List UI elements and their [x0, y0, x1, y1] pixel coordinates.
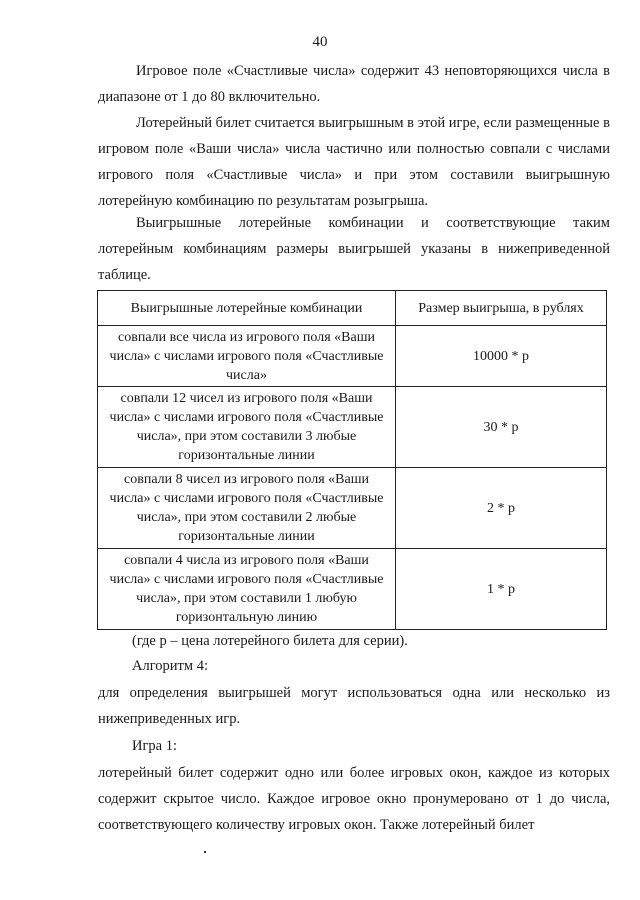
combination-cell: совпали 8 чисел из игрового поля «Ваши числа» с числами игрового поля «Счастливые числа», при этом составили 2 любые горизонтальные линии [98, 468, 396, 549]
table-header-row [98, 291, 607, 326]
prize-cell: 1 * р [396, 549, 607, 630]
paragraph-text: для определения выигрышей могут использоваться одна или несколько из нижеприведенных игр. [98, 685, 610, 727]
scan-speck [204, 851, 206, 853]
paragraph-text: Игровое поле «Счастливые числа» содержит 43 неповторяющихся числа в диапазоне от 1 до 80 включительно. [98, 63, 610, 105]
paragraph-game-description [98, 760, 610, 838]
combination-cell: совпали все числа из игрового поля «Ваши числа» с числами игрового поля «Счастливые числа» [98, 326, 396, 387]
page-number: 40 [312, 34, 328, 50]
table-row [98, 387, 607, 468]
algorithm-heading: Алгоритм 4: [132, 658, 208, 674]
price-note: (где р – цена лотерейного билета для серии). [132, 633, 408, 649]
table-row [98, 468, 607, 549]
combination-cell: совпали 4 числа из игрового поля «Ваши числа» с числами игрового поля «Счастливые числа», при этом составили 1 любую горизонтальную линию [98, 549, 396, 630]
paragraph-text: лотерейный билет содержит одно или более игровых окон, каждое из которых содержит скрытое число. Каждое игровое окно пронумеровано от 1 до числа, соответствующего количеству игровых окон. Также лотерейный билет [98, 765, 610, 833]
table-row [98, 326, 607, 387]
prize-cell: 10000 * р [396, 326, 607, 387]
prize-cell: 2 * р [396, 468, 607, 549]
prize-table [97, 290, 607, 630]
column-header-combination: Выигрышные лотерейные комбинации [98, 291, 396, 326]
column-header-prize: Размер выигрыша, в рублях [396, 291, 607, 326]
table-row [98, 549, 607, 630]
prize-cell: 30 * р [396, 387, 607, 468]
paragraph-winning-condition [98, 110, 610, 214]
paragraph-text: Выигрышные лотерейные комбинации и соответствующие таким лотерейным комбинациям размеры выигрышей указаны в нижеприведенной таблице. [98, 215, 610, 283]
paragraph-algorithm-description [98, 680, 610, 732]
paragraph-table-intro [98, 210, 610, 288]
game-heading: Игра 1: [132, 738, 178, 754]
paragraph-text: Лотерейный билет считается выигрышным в этой игре, если размещенные в игровом поле «Ваши числа» числа частично или полностью совпали с числами игрового поля «Счастливые числа» и при этом составили выигрышную лотерейную комбинацию по результатам розыгрыша. [98, 115, 610, 209]
combination-cell: совпали 12 чисел из игрового поля «Ваши числа» с числами игрового поля «Счастливые числа», при этом составили 3 любые горизонтальные линии [98, 387, 396, 468]
paragraph-happy-numbers [98, 58, 610, 110]
